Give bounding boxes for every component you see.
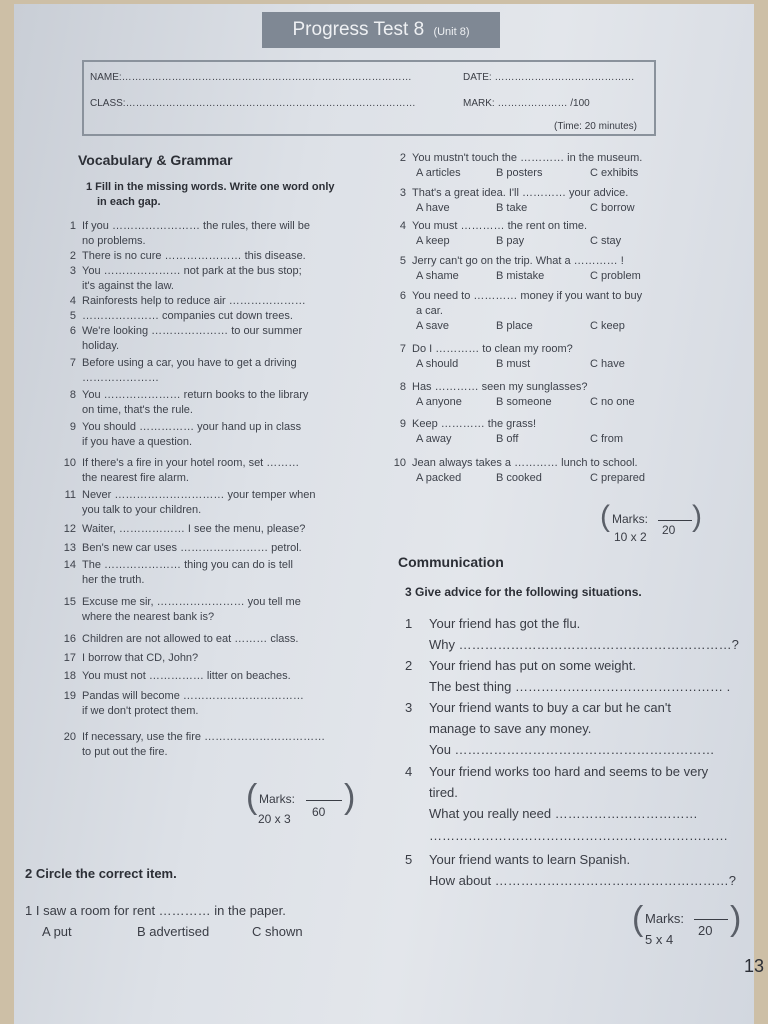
- option-b[interactable]: B off: [496, 433, 519, 445]
- option-c[interactable]: C exhibits: [590, 167, 639, 179]
- question-text: Do I ………… to clean my room?: [412, 343, 573, 355]
- list-item: [392, 289, 642, 304]
- question-number: 3: [405, 700, 413, 715]
- question-text-continued: a car.: [416, 305, 443, 317]
- list-item: [52, 456, 299, 471]
- option-b[interactable]: B pay: [496, 235, 525, 247]
- option-c[interactable]: C have: [590, 358, 625, 370]
- list-item: [405, 613, 580, 634]
- list-item: [392, 254, 624, 269]
- list-item: [52, 541, 302, 556]
- question-number: 4: [405, 764, 413, 779]
- list-item: [392, 417, 536, 432]
- paren-left-icon: (: [600, 500, 610, 533]
- option-a[interactable]: A have: [416, 202, 450, 214]
- date-field[interactable]: DATE: ……………………………………: [463, 72, 635, 83]
- question-text-continued[interactable]: it's against the law.: [82, 280, 174, 292]
- comm-marks-box: [632, 900, 742, 950]
- question-number: 9: [69, 421, 76, 433]
- ex2-marks-mult: 10 x 2: [614, 530, 647, 544]
- question-text: Your friend wants to learn Spanish.: [429, 852, 631, 867]
- list-item: [52, 558, 293, 573]
- list-item: [52, 730, 325, 745]
- option-c[interactable]: C from: [590, 433, 623, 445]
- option-a[interactable]: A save: [416, 320, 450, 332]
- question-text: You mustn't touch the ………… in the museum.: [412, 152, 643, 164]
- question-number: 5: [69, 310, 76, 322]
- question-number: 3: [399, 187, 406, 199]
- list-item: [52, 388, 308, 403]
- list-item: [52, 632, 298, 647]
- list-item: [405, 697, 671, 718]
- option-b[interactable]: B take: [496, 202, 528, 214]
- question-text: Has ………… seen my sunglasses?: [412, 381, 588, 393]
- question-text[interactable]: ………………… companies cut down trees.: [82, 310, 293, 322]
- list-item: [52, 324, 302, 339]
- ex1-instruction-line1: 1 Fill in the missing words. Write one word only: [86, 181, 335, 193]
- question-number: 6: [399, 290, 406, 302]
- answer-line[interactable]: Why ………………………………………………………?: [429, 637, 739, 652]
- question-text-continued[interactable]: her the truth.: [82, 574, 145, 586]
- list-item: [405, 761, 708, 782]
- option-c[interactable]: C borrow: [590, 202, 635, 214]
- answer-line[interactable]: You ……………………………………………………: [429, 742, 715, 757]
- fraction-line: [306, 800, 342, 801]
- option-c[interactable]: C keep: [590, 320, 625, 332]
- option-c[interactable]: C problem: [590, 270, 641, 282]
- question-text: Keep ………… the grass!: [412, 418, 537, 430]
- list-item: [392, 380, 587, 395]
- list-item: [52, 309, 293, 324]
- question-text: Jean always takes a ………… lunch to school.: [412, 457, 638, 469]
- question-number: 15: [63, 596, 76, 608]
- question-number: 14: [63, 559, 76, 571]
- question-number: 4: [69, 295, 76, 307]
- question-number: 10: [63, 457, 76, 469]
- comm-heading: Communication: [398, 554, 504, 570]
- test-title-bar: [262, 12, 500, 48]
- question-number: 2: [399, 152, 406, 164]
- question-text: Your friend has got the flu.: [429, 616, 581, 631]
- vocab-heading: Vocabulary & Grammar: [78, 152, 233, 168]
- paren-right-icon: ): [344, 778, 356, 816]
- question-number: 8: [399, 381, 406, 393]
- question-text[interactable]: Waiter, ……………… I see the menu, please?: [82, 523, 306, 535]
- ex2-q1-option-b[interactable]: B advertised: [137, 924, 210, 939]
- option-b[interactable]: B someone: [496, 396, 552, 408]
- class-field[interactable]: CLASS:……………………………………………………………………………: [90, 98, 416, 109]
- question-text[interactable]: If necessary, use the fire ……………………………: [82, 731, 326, 743]
- page-number: 13: [744, 956, 765, 976]
- option-b[interactable]: B mistake: [496, 270, 545, 282]
- vocab-marks-mult: 20 x 3: [258, 812, 291, 826]
- answer-line[interactable]: How about ………………………………………………?: [429, 873, 736, 888]
- list-item: [52, 522, 305, 537]
- list-item: [392, 219, 587, 234]
- ex2-q1-text: 1 I saw a room for rent ………… in the paper.: [25, 903, 286, 918]
- option-c[interactable]: C prepared: [590, 472, 646, 484]
- list-item: [52, 488, 316, 503]
- mark-field[interactable]: MARK: ………………… /100: [463, 98, 590, 109]
- question-number: 16: [63, 633, 76, 645]
- name-field[interactable]: NAME:……………………………………………………………………………: [90, 72, 412, 83]
- question-number: 5: [405, 852, 413, 867]
- question-number: 5: [399, 255, 406, 267]
- question-text: Your friend works too hard and seems to be very: [429, 764, 709, 779]
- fraction-line: [694, 919, 728, 920]
- question-text[interactable]: You must not …………… litter on beaches.: [82, 670, 291, 682]
- paren-right-icon: ): [730, 900, 742, 938]
- question-text[interactable]: I borrow that CD, John?: [82, 652, 199, 664]
- question-number: 9: [399, 418, 406, 430]
- question-number: 4: [399, 220, 406, 232]
- question-number: 8: [69, 389, 76, 401]
- question-number: 1: [69, 220, 76, 232]
- list-item: [392, 342, 573, 357]
- option-b[interactable]: B place: [496, 320, 533, 332]
- question-text-continued[interactable]: if we don't protect them.: [82, 705, 199, 717]
- question-text: That's a great idea. I'll ………… your advice.: [412, 187, 629, 199]
- question-number: 12: [63, 523, 76, 535]
- answer-line[interactable]: The best thing ………………………………………… .: [429, 679, 731, 694]
- question-number: 11: [64, 489, 76, 501]
- test-title: Progress Test 8: [292, 19, 425, 40]
- ex2-q1-option-c[interactable]: C shown: [252, 924, 303, 939]
- option-b[interactable]: B posters: [496, 167, 543, 179]
- ex2-marks-label: Marks:: [612, 512, 648, 526]
- question-text-continued[interactable]: if you have a question.: [82, 436, 193, 448]
- question-text-continued[interactable]: …………………: [82, 372, 159, 384]
- question-number: 1: [405, 616, 413, 631]
- list-item: [52, 669, 291, 684]
- list-item: [52, 595, 301, 610]
- question-number: 3: [69, 265, 76, 277]
- question-text[interactable]: Children are not allowed to eat ……… class.: [82, 633, 299, 645]
- list-item: [405, 849, 630, 870]
- option-c[interactable]: C no one: [590, 396, 635, 408]
- option-a[interactable]: A shame: [416, 270, 459, 282]
- list-item: [52, 689, 304, 704]
- question-text[interactable]: We're looking ………………… to our summer: [82, 325, 303, 337]
- question-text[interactable]: You ………………… return books to the library: [82, 389, 309, 401]
- option-a[interactable]: A should: [416, 358, 459, 370]
- question-number: 18: [63, 670, 76, 682]
- list-item: [52, 219, 310, 234]
- ex2-marks-total: 20: [662, 523, 676, 537]
- question-number: 2: [405, 658, 413, 673]
- question-text[interactable]: Pandas will become ……………………………: [82, 690, 304, 702]
- comm-marks-mult: 5 x 4: [645, 932, 674, 947]
- list-item: [392, 151, 642, 166]
- question-text[interactable]: Excuse me sir, …………………… you tell me: [82, 596, 301, 608]
- list-item: [52, 264, 302, 279]
- paren-left-icon: (: [632, 900, 644, 938]
- comm-marks-label: Marks:: [645, 911, 684, 926]
- ex1-instruction-line2: in each gap.: [97, 196, 161, 208]
- vocab-marks-box: [246, 778, 356, 832]
- question-number: 13: [63, 542, 76, 554]
- question-text-continued[interactable]: the nearest fire alarm.: [82, 472, 189, 484]
- question-text: You must ………… the rent on time.: [412, 220, 588, 232]
- list-item: [52, 651, 198, 666]
- question-text[interactable]: Never ………………………… your temper when: [82, 489, 316, 501]
- option-b[interactable]: B cooked: [496, 472, 542, 484]
- comm-instruction: 3 Give advice for the following situations.: [405, 585, 642, 599]
- answer-line[interactable]: What you really need ……………………………: [429, 806, 698, 821]
- option-b[interactable]: B must: [496, 358, 531, 370]
- option-a[interactable]: A articles: [416, 167, 461, 179]
- ex2-q1-option-a[interactable]: A put: [42, 924, 72, 939]
- question-text[interactable]: Before using a car, you have to get a driving: [82, 357, 297, 369]
- question-text-continued[interactable]: where the nearest bank is?: [82, 611, 215, 623]
- question-text: Your friend has put on some weight.: [429, 658, 636, 673]
- time-limit: (Time: 20 minutes): [554, 121, 637, 132]
- list-item: [52, 356, 297, 371]
- answer-line[interactable]: tired.: [429, 785, 458, 800]
- question-number: 6: [69, 325, 76, 337]
- question-text[interactable]: If there's a fire in your hotel room, set ………: [82, 457, 300, 469]
- option-a[interactable]: A keep: [416, 235, 450, 247]
- comm-marks-total: 20: [698, 923, 713, 938]
- vocab-marks-total: 60: [312, 805, 326, 819]
- question-text: Your friend wants to buy a car but he can't: [429, 700, 671, 715]
- list-item: [392, 456, 638, 471]
- question-text: You need to ………… money if you want to buy: [412, 290, 643, 302]
- paren-right-icon: ): [692, 500, 702, 533]
- option-c[interactable]: C stay: [590, 235, 622, 247]
- list-item: [52, 249, 306, 264]
- option-a[interactable]: A away: [416, 433, 452, 445]
- question-number: 20: [63, 731, 76, 743]
- option-a[interactable]: A packed: [416, 472, 462, 484]
- question-text[interactable]: There is no cure ………………… this disease.: [82, 250, 306, 262]
- fraction-line: [658, 520, 692, 521]
- question-number: 19: [63, 690, 76, 702]
- question-text[interactable]: Ben's new car uses …………………… petrol.: [82, 542, 302, 554]
- option-a[interactable]: A anyone: [416, 396, 462, 408]
- ex2-marks-box: [600, 500, 704, 546]
- question-text-continued[interactable]: holiday.: [82, 340, 120, 352]
- question-number: 2: [69, 250, 76, 262]
- question-text[interactable]: The ………………… thing you can do is tell: [82, 559, 293, 571]
- question-number: 7: [69, 357, 76, 369]
- list-item: [52, 294, 306, 309]
- question-text-continued[interactable]: to put out the fire.: [82, 746, 168, 758]
- list-item: [52, 420, 301, 435]
- question-text[interactable]: You should …………… your hand up in class: [82, 421, 302, 433]
- question-text[interactable]: You ………………… not park at the bus stop;: [82, 265, 302, 277]
- ex2-heading: 2 Circle the correct item.: [25, 866, 177, 881]
- question-text-continued[interactable]: you talk to your children.: [82, 504, 202, 516]
- vocab-marks-label: Marks:: [259, 792, 295, 806]
- question-text: Jerry can't go on the trip. What a ………… !: [412, 255, 624, 267]
- comm-extra-answer-line[interactable]: ……………………………………………………………: [429, 828, 728, 843]
- list-item: [392, 186, 628, 201]
- list-item: [405, 655, 636, 676]
- question-number: 7: [399, 343, 406, 355]
- paren-left-icon: (: [246, 778, 258, 816]
- question-text-continued[interactable]: on time, that's the rule.: [82, 404, 193, 416]
- test-unit: (Unit 8): [433, 26, 470, 38]
- question-number: 17: [63, 652, 76, 664]
- answer-line[interactable]: manage to save any money.: [429, 721, 592, 736]
- question-text-continued[interactable]: no problems.: [82, 235, 146, 247]
- question-text[interactable]: Rainforests help to reduce air …………………: [82, 295, 306, 307]
- question-number: 10: [393, 457, 406, 469]
- question-text[interactable]: If you …………………… the rules, there will be: [82, 220, 311, 232]
